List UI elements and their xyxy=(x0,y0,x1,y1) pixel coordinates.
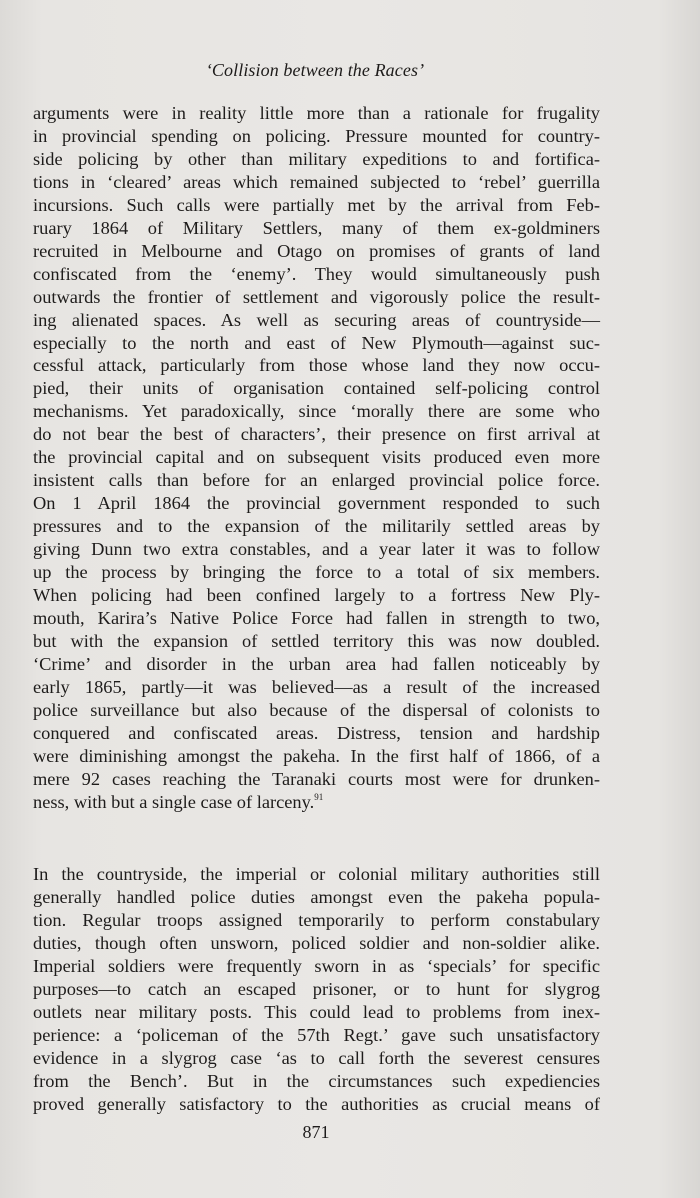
running-head: ‘Collision between the Races’ xyxy=(205,60,425,80)
text-line: proved generally satisfactory to the authorities as crucial means of xyxy=(33,1093,600,1114)
last-line-text: ness, with but a single case of larceny. xyxy=(33,791,315,812)
text-line: pied, their units of organisation contained self-policing control xyxy=(33,378,600,399)
text-line xyxy=(33,791,600,817)
text-line: generally handled police duties amongst even the pakeha popula- xyxy=(33,886,600,907)
text-line: giving Dunn two extra constables, and a year later it was to follow xyxy=(33,539,600,560)
text-line: up the process by bringing the force to a total of six members. xyxy=(33,562,600,583)
text-line: arguments were in reality little more than a rationale for frugality xyxy=(33,103,600,123)
text-line: purposes—to catch an escaped prisoner, or to hunt for slygrog xyxy=(33,978,600,999)
page-number: 871 xyxy=(302,1122,330,1142)
text-line: outlets near military posts. This could lead to problems from inex- xyxy=(33,1001,600,1022)
text-line: outwards the frontier of settlement and vigorously police the result- xyxy=(33,286,600,307)
footnote-reference: 91 xyxy=(314,791,324,802)
text-line: perience: a ‘policeman of the 57th Regt.’ gave such unsatisfactory xyxy=(33,1024,600,1045)
text-line: pressures and to the expansion of the militarily settled areas by xyxy=(33,516,600,537)
text-line: police surveillance but also because of the dispersal of colonists to xyxy=(33,699,600,720)
text-line: In the countryside, the imperial or colonial military authorities still xyxy=(33,864,600,884)
text-line: from the Bench’. But in the circumstances such expediencies xyxy=(33,1070,600,1091)
text-line: side policing by other than military expeditions to and fortifica- xyxy=(33,148,600,169)
text-line: the provincial capital and on subsequent visits produced even more xyxy=(33,447,600,468)
text-line: Imperial soldiers were frequently sworn in as ‘specials’ for specific xyxy=(33,955,600,976)
text-line: ‘Crime’ and disorder in the urban area had fallen noticeably by xyxy=(33,653,600,674)
text-line: were diminishing amongst the pakeha. In the first half of 1866, of a xyxy=(33,745,600,766)
text-line: duties, though often unsworn, policed soldier and non-soldier alike. xyxy=(33,932,600,953)
text-line: conquered and confiscated areas. Distress, tension and hardship xyxy=(33,722,600,743)
text-line: do not bear the best of characters’, their presence on first arrival at xyxy=(33,424,600,445)
text-line: early 1865, partly—it was believed—as a result of the increased xyxy=(33,676,600,697)
text-line: mere 92 cases reaching the Taranaki courts most were for drunken- xyxy=(33,768,600,789)
text-line: confiscated from the ‘enemy’. They would simultaneously push xyxy=(33,263,600,284)
text-line: cessful attack, particularly from those whose land they now occu- xyxy=(33,355,600,376)
text-line: When policing had been confined largely to a fortress New Ply- xyxy=(33,585,600,606)
text-line: evidence in a slygrog case ‘as to call forth the severest censures xyxy=(33,1047,600,1068)
text-line: On 1 April 1864 the provincial government responded to such xyxy=(33,493,600,514)
text-line: but with the expansion of settled territory this was now doubled. xyxy=(33,630,600,651)
paragraph-2 xyxy=(33,863,600,1115)
text-line: incursions. Such calls were partially met by the arrival from Feb- xyxy=(33,194,600,215)
text-line: ruary 1864 of Military Settlers, many of them ex-goldminers xyxy=(33,217,600,238)
text-line: tions in ‘cleared’ areas which remained subjected to ‘rebel’ guerrilla xyxy=(33,171,600,192)
text-line: recruited in Melbourne and Otago on promises of grants of land xyxy=(33,240,600,261)
text-line: mechanisms. Yet paradoxically, since ‘morally there are some who xyxy=(33,401,600,422)
text-line: insistent calls than before for an enlarged provincial police force. xyxy=(33,470,600,491)
text-line: especially to the north and east of New Plymouth—against suc- xyxy=(33,332,600,353)
text-line: ing alienated spaces. As well as securing areas of countryside— xyxy=(33,309,600,330)
paragraph-1 xyxy=(33,102,600,817)
text-line: tion. Regular troops assigned temporarily to perform constabulary xyxy=(33,909,600,930)
text-line: mouth, Karira’s Native Police Force had fallen in strength to two, xyxy=(33,607,600,628)
text-line: in provincial spending on policing. Pressure mounted for country- xyxy=(33,125,600,146)
